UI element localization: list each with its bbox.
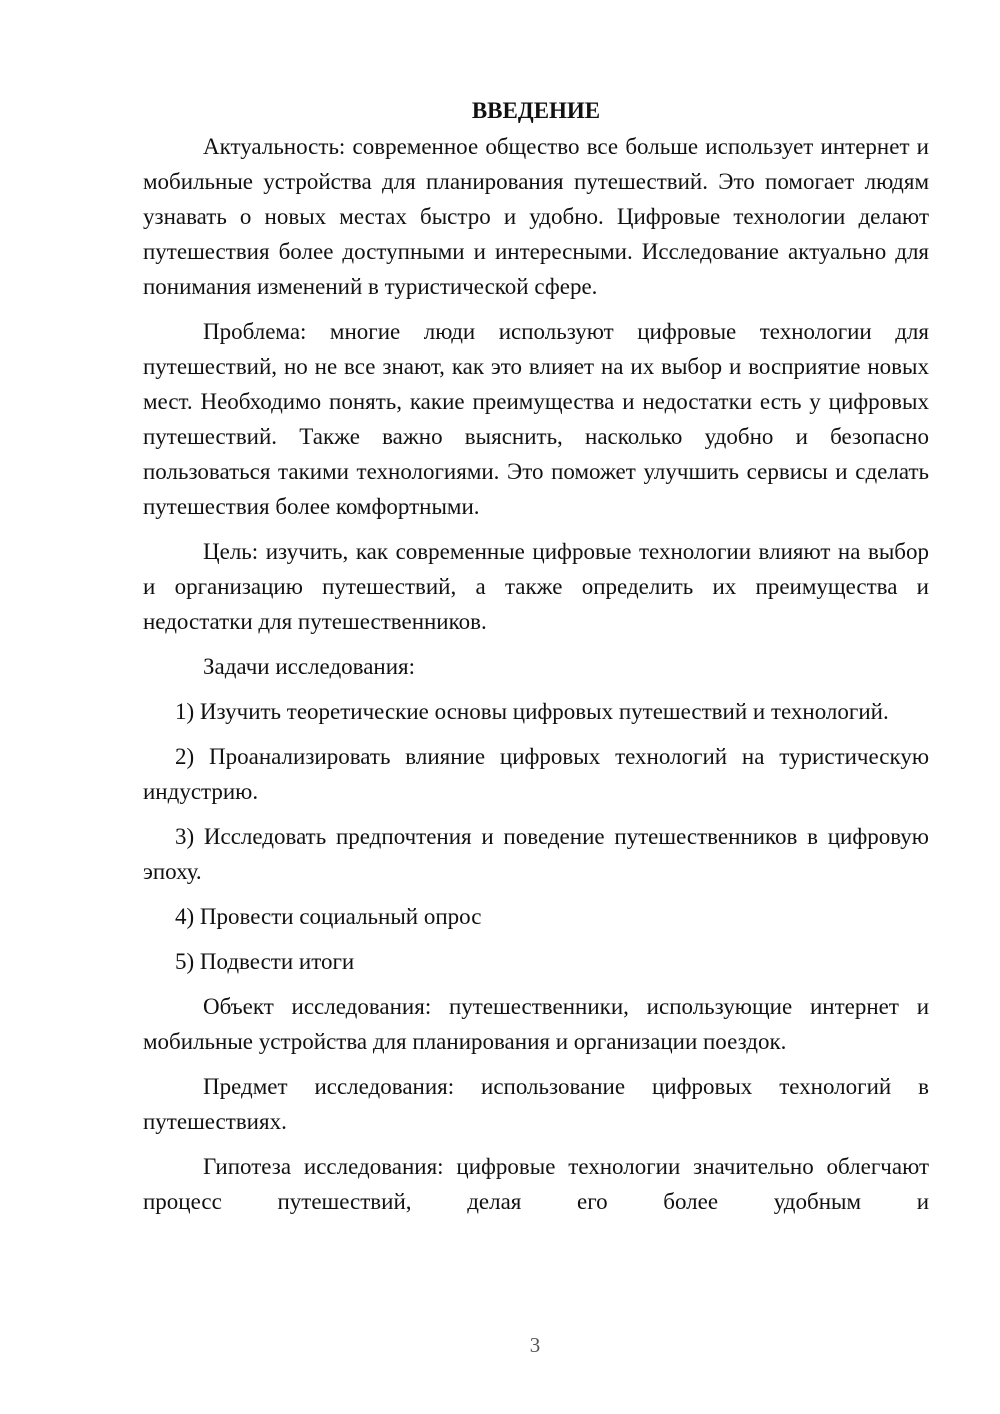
section-heading: ВВЕДЕНИЕ <box>471 98 601 123</box>
paragraph-problem: Проблема: многие люди используют цифровые технологии для путешествий, но не все знают, как это влияет на их выбор и восприятие новых мест. Необходимо понять, какие преимущества и недостатки есть у цифровых путешествий. Также важно выяснить, насколько удобно и безопасно пользоваться такими технологиями. Это поможет улучшить сервисы и сделать путешествия более комфортными. <box>143 319 929 519</box>
task-item-5: 5) Подвести итоги <box>175 949 355 974</box>
paragraph-tasks-heading: Задачи исследования: <box>203 654 416 679</box>
task-item-2: 2) Проанализировать влияние цифровых технологий на туристическую индустрию. <box>143 744 929 804</box>
paragraph-hypothesis: Гипотеза исследования: цифровые технологии значительно облегчают процесс путешествий, делая его более удобным и <box>143 1154 929 1214</box>
task-item-3: 3) Исследовать предпочтения и поведение путешественников в цифровую эпоху. <box>143 824 929 884</box>
paragraph-goal: Цель: изучить, как современные цифровые технологии влияют на выбор и организацию путешествий, а также определить их преимущества и недостатки для путешественников. <box>143 539 929 634</box>
document-page <box>143 93 929 1219</box>
paragraph-relevance: Актуальность: современное общество все больше использует интернет и мобильные устройства для планирования путешествий. Это помогает людям узнавать о новых местах быстро и удобно. Цифровые технологии делают путешествия более доступными и интересными. Исследование актуально для понимания изменений в туристической сфере. <box>143 134 929 299</box>
task-item-4: 4) Провести социальный опрос <box>175 904 482 929</box>
page-number: 3 <box>529 1333 541 1357</box>
task-item-1: 1) Изучить теоретические основы цифровых путешествий и технологий. <box>175 699 889 724</box>
paragraph-object: Объект исследования: путешественники, использующие интернет и мобильные устройства для планирования и организации поездок. <box>143 994 929 1054</box>
paragraph-subject: Предмет исследования: использование цифровых технологий в путешествиях. <box>143 1074 929 1134</box>
